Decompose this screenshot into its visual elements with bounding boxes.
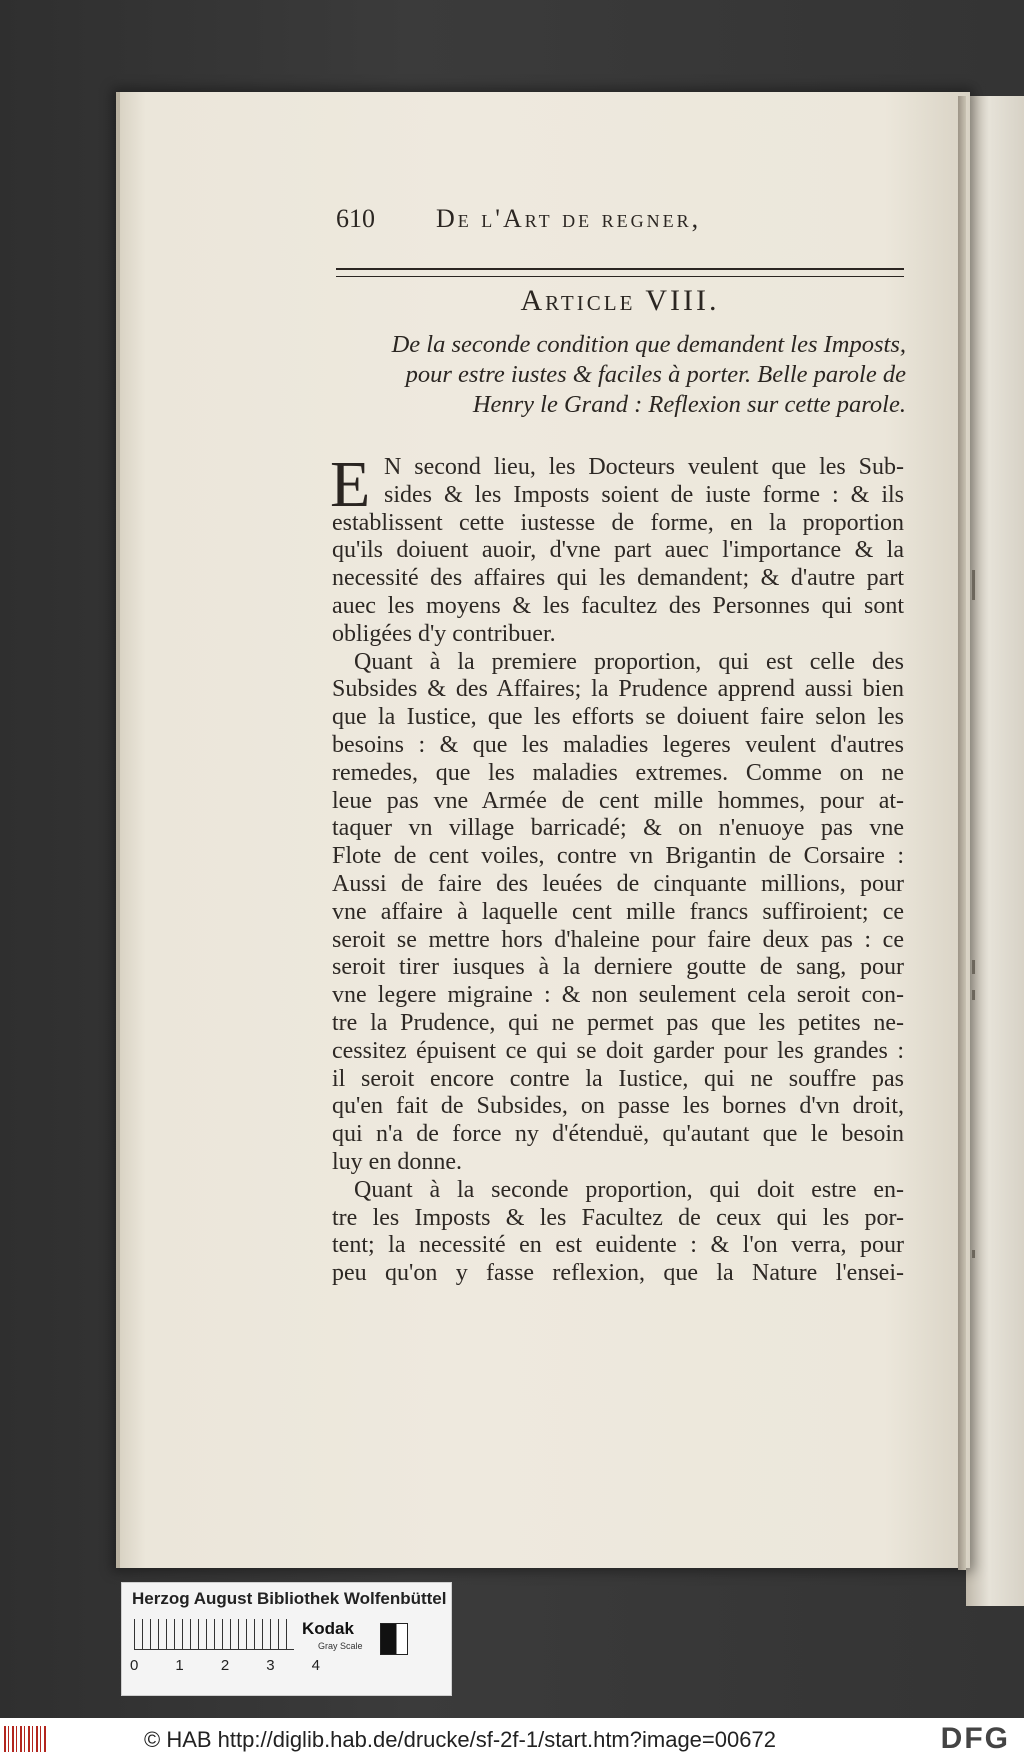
text-line: Subsides & des Affaires; la Prudence apprend aussi bien [332, 676, 904, 703]
text-line: remedes, que les maladies extremes. Comme on ne [332, 759, 904, 786]
text-line: taquer vn village barricadé; & on n'enuoye pas vne [332, 815, 904, 842]
text-line: obligées d'y contribuer. [332, 620, 556, 647]
text-line: Flote de cent voiles, contre vn Brigantin de Corsaire : [332, 843, 904, 870]
head-rule [336, 268, 904, 277]
text-line: besoins : & que les maladies legeres veulent d'autres [332, 731, 904, 758]
article-title: Article VIII. [520, 284, 720, 317]
library-color-card [121, 1582, 452, 1696]
subtitle-line: De la seconde condition que demandent les Imposts, [391, 331, 906, 358]
text-line: il seroit encore contre la Iustice, qui ne souffre pas [332, 1065, 904, 1092]
text-line: tent; la necessité en est euidente : & l'on verra, pour [332, 1232, 904, 1259]
text-line: tre les Imposts & les Facultez de ceux qui les por- [332, 1204, 904, 1231]
text-line: peu qu'on y fasse reflexion, que la Nature l'ensei- [332, 1260, 904, 1287]
text-line: qu'en fait de Subsides, on passe les bornes d'vn droit, [332, 1093, 904, 1120]
text-line: luy en donne. [332, 1148, 462, 1175]
text-line: cessitez épuisent ce qui se doit garder pour les grandes : [332, 1037, 904, 1064]
text-line: seroit tirer iusques à la derniere goutte de sang, pour [332, 954, 904, 981]
article-subtitle [330, 330, 906, 420]
grayscale-label: Gray Scale [318, 1641, 363, 1651]
text-line: N second lieu, les Docteurs veulent que les Sub- [384, 454, 904, 480]
text-line: seroit se mettre hors d'haleine pour faire deux pas : ce [332, 926, 904, 953]
running-title: De l'Art de regner, [436, 204, 702, 233]
page-fastening-marks [972, 560, 978, 1260]
footer-bar [0, 1718, 1024, 1759]
dfg-logo: DFG [940, 1722, 1010, 1755]
text-line: vne affaire à laquelle cent mille francs suffiroient; ce [332, 898, 904, 925]
page-gutter [958, 96, 966, 1570]
kodak-label: Kodak [302, 1619, 354, 1638]
text-line: necessité des affaires qui les demandent; & d'autre part [332, 565, 904, 592]
page-number: 610 [336, 204, 375, 233]
text-line: sides & les Imposts soient de iuste forme : & ils [384, 481, 904, 508]
text-line: leue pas vne Armée de cent mille hommes, pour at- [332, 787, 904, 814]
subtitle-line: pour estre iustes & faciles à porter. Belle parole de [405, 361, 906, 388]
text-line: Quant à la seconde proportion, qui doit estre en- [354, 1176, 904, 1203]
text-line: auec les moyens & les facultez des Personnes qui sont [332, 592, 904, 619]
text-line: Quant à la premiere proportion, qui est celle des [354, 648, 904, 675]
body-text [330, 448, 904, 1288]
text-line: vne legere migraine : & non seulement cela seroit con- [332, 982, 904, 1009]
text-line: que la Iustice, que les efforts se doiuent faire selon les [332, 704, 904, 731]
library-name: Herzog August Bibliothek Wolfenbüttel [132, 1589, 447, 1608]
barcode-icon [4, 1726, 48, 1752]
gray-scale-swatch [380, 1623, 408, 1655]
subtitle-line: Henry le Grand : Reflexion sur cette parole. [472, 391, 906, 418]
running-head [336, 204, 896, 244]
text-line: tre la Prudence, qui ne permet pas que les petites ne- [332, 1009, 904, 1036]
source-link[interactable]: © HAB http://diglib.hab.de/drucke/sf-2f-1/start.htm?image=00672 [144, 1727, 776, 1752]
text-line: establissent cette iustesse de forme, en la proportion [332, 509, 904, 536]
text-line: Aussi de faire des leuées de cinquante millions, pour [332, 870, 904, 897]
text-line: qu'ils doiuent auoir, d'vne part auec l'importance & la [332, 537, 904, 564]
scale-ruler [134, 1619, 294, 1650]
drop-cap: E [330, 448, 371, 521]
text-line: qui n'a de force ny d'étenduë, qu'autant que le besoin [332, 1121, 904, 1148]
scale-numbers: 0 1 2 3 4 [130, 1657, 320, 1674]
